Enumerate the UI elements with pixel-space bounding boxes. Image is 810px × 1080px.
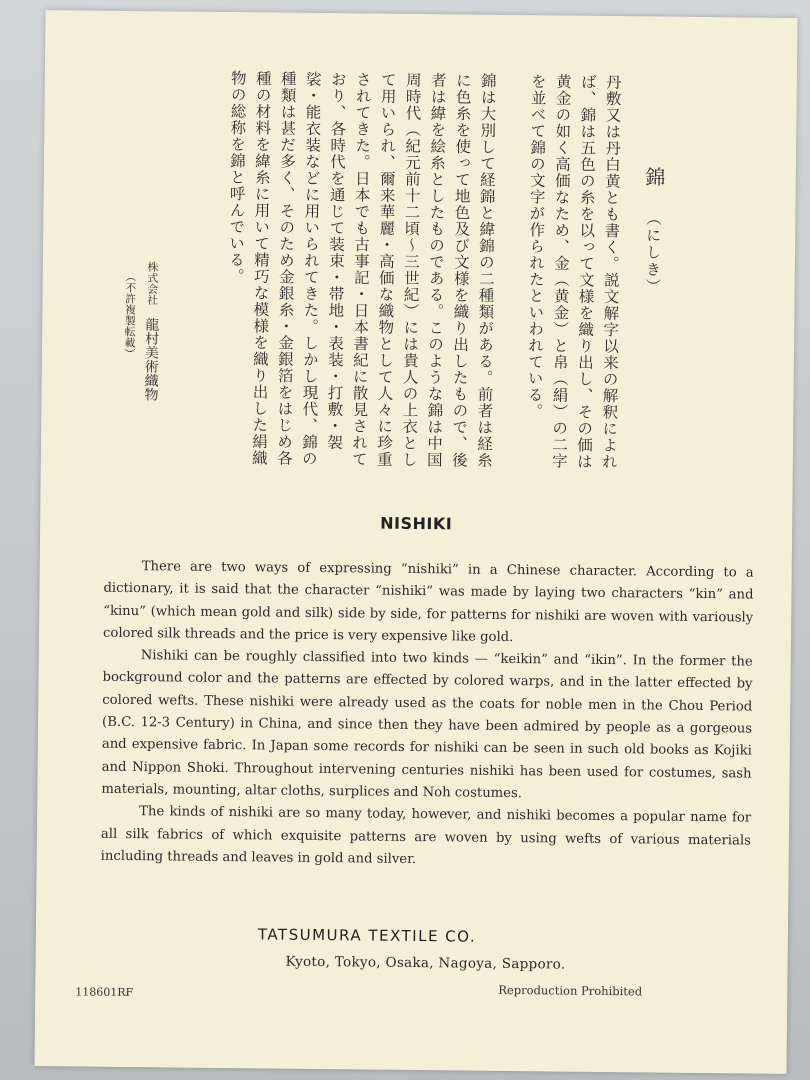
en-cities: Kyoto, Tokyo, Osaka, Nagoya, Sapporo. — [285, 953, 566, 973]
jp-paragraph: 錦は大別して経錦と緯錦の二種類がある。前者は経糸に色糸を使って地色及び文様を織り出したもので、後者は緯を絵糸としたものである。このような錦は中国周時代（紀元前十二頃〜三世紀）には貴人の上衣として用いられ、爾来華麗・高価な織物として人々に珍重されてきた。日本でも古事記・日本書紀に散見されており、各時代を通じて装束・帯地・表装・打敷・袈裟・能衣装などに用いられてきた。しかし現代、錦の種類は甚だ多く、そのため金銀糸・金銀箔をはじめ各種の材料を緯糸に用いて精巧な模様を織り出した絹織物の総称を錦と呼んでいる。 — [226, 70, 497, 469]
en-notice: Reproduction Prohibited — [498, 982, 643, 999]
jp-paragraph: 丹敷又は丹白黄とも書く。説文解字以来の解釈によれば、錦は五色の糸を以って文様を織り出し、その価は黄金の如く高価なため、金（黄金）と帛（絹）の二字を並べて錦の文字が作られたといわれている。 — [525, 73, 622, 471]
en-paragraph: Nishiki can be roughly classified into two kinds — “keikin” and “ikin”. In the former the bockground color and the patterns are effected by colored warps, and in the latter effected by colored wefts. These nishiki were already used as the coats for noble men in the Chou Period (B.C. 12-3 Century) in China, and since then they have been admired by people as a gorgeous and expensive fabric. In Japan some records for nishiki can be seen in such old books as Kojiki and Nippon Shoki. Throughout intervening centuries nishiki has been used for costumes, sash materials, mounting, altar cloths, surplices and Noh costumes. — [101, 648, 753, 802]
jp-body — [181, 70, 625, 475]
en-company-name: TATSUMURA TEXTILE CO. — [257, 925, 477, 946]
jp-company-name: 龍村美術織物 — [142, 317, 160, 402]
jp-title — [639, 166, 669, 296]
jp-notice: （不許複製転載） — [122, 270, 137, 360]
jp-company-block — [117, 261, 163, 431]
en-title: NISHIKI — [380, 513, 453, 534]
jp-title-kanji: 錦 — [641, 166, 666, 189]
document-code: 118601RF — [75, 985, 134, 1000]
document-page — [34, 10, 797, 1074]
jp-company-col — [139, 261, 163, 431]
en-paragraph: The kinds of nishiki are so many today, however, and nishiki becomes a popular name for all silk fabrics of which exquisite patterns are woven by using wefts of various materials including threads and leaves in gold and silver. — [100, 804, 752, 867]
en-body — [101, 556, 754, 875]
jp-company-type: 株式会社 — [145, 261, 159, 306]
jp-title-reading: （にしき） — [643, 210, 663, 296]
en-paragraph: There are two ways of expressing “nishiki” in a Chinese character. According to a dictionary, it is said that the character “nishiki” was made by laying two characters “kin” and “kinu” (which mean gold and silk) side by side, for patterns for nishiki are woven with variously colored silk threads and the price is very expensive like gold. — [102, 559, 754, 645]
